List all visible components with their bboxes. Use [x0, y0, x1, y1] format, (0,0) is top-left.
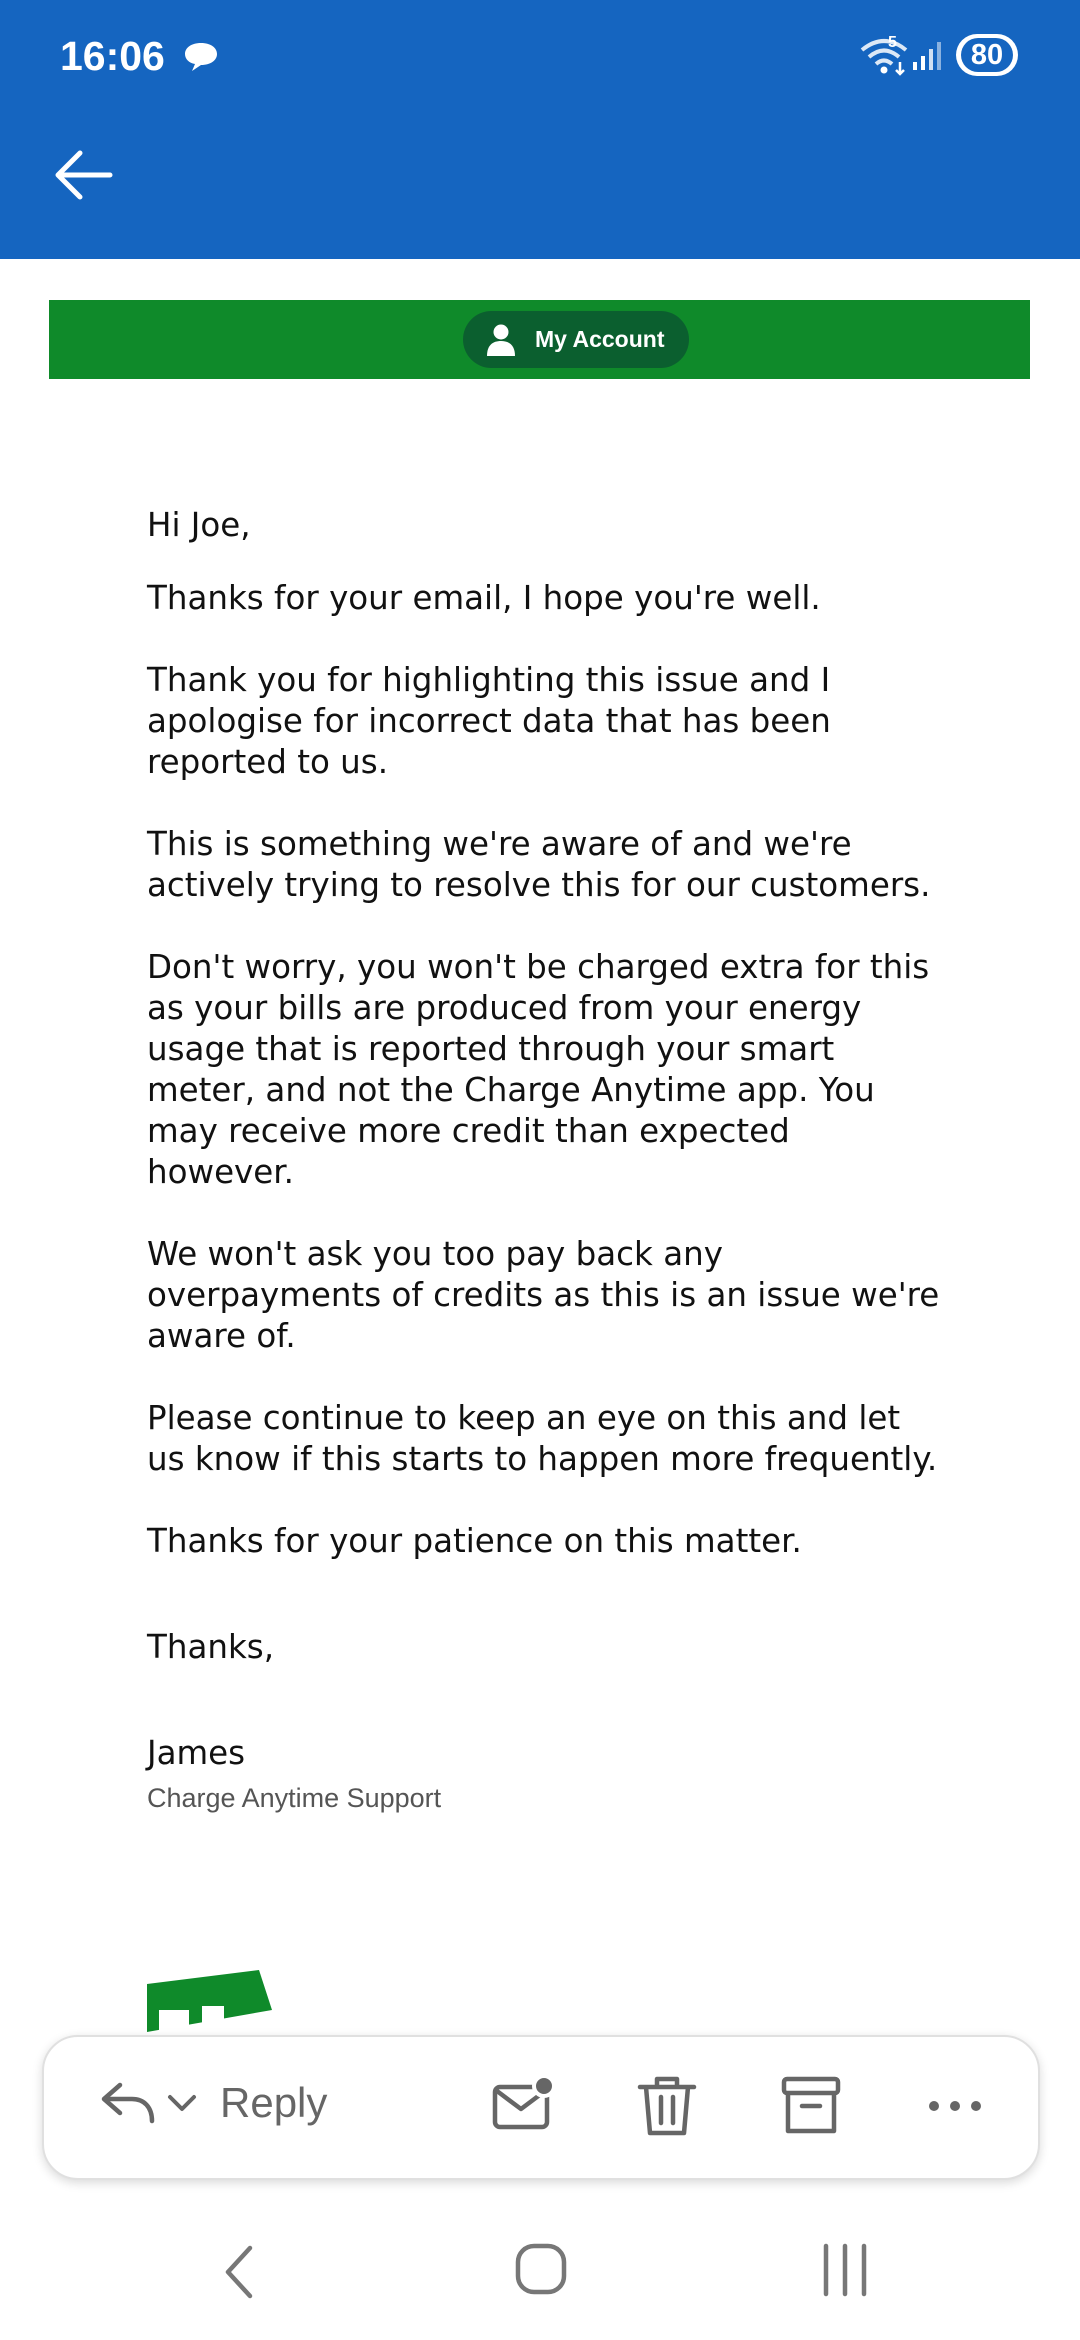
status-time: 16:06	[60, 33, 165, 79]
delete-icon[interactable]	[634, 2073, 700, 2139]
email-body	[147, 505, 947, 1816]
email-paragraph: Please continue to keep an eye on this and let us know if this starts to happen more frequently.	[147, 1399, 938, 1478]
email-paragraph: Thanks for your email, I hope you're well.	[147, 579, 821, 617]
battery-level: 80	[961, 38, 1013, 72]
reply-icon	[100, 2079, 156, 2127]
mark-unread-icon[interactable]	[490, 2073, 556, 2139]
signer-name: James	[147, 1734, 246, 1772]
email-greeting: Hi Joe,	[147, 506, 251, 544]
email-paragraph: Thanks for your patience on this matter.	[147, 1522, 802, 1560]
email-action-bar	[42, 2035, 1040, 2180]
email-paragraph: This is something we're aware of and we're actively trying to resolve this for our customers.	[147, 825, 931, 904]
nav-home-icon[interactable]	[514, 2242, 568, 2296]
reply-label: Reply	[220, 2079, 328, 2126]
email-paragraph: Don't worry, you won't be charged extra for this as your bills are produced from your energy usage that is reported through your smart meter, and not the Charge Anytime app. You may receive more credit than expected however.	[147, 948, 930, 1191]
email-paragraph: Thank you for highlighting this issue and I apologise for incorrect data that has been reported to us.	[147, 661, 831, 781]
archive-icon[interactable]	[778, 2073, 844, 2139]
top-app-bar	[0, 0, 1080, 259]
more-icon[interactable]	[922, 2073, 988, 2139]
wifi-badge: 5	[888, 34, 897, 51]
chevron-down-icon[interactable]	[166, 2092, 198, 2114]
system-nav-bar	[0, 2200, 1080, 2340]
arrow-left-icon[interactable]	[52, 145, 114, 205]
email-signoff: Thanks,	[147, 1628, 275, 1666]
nav-back-icon[interactable]	[220, 2242, 256, 2302]
signer-role: Charge Anytime Support	[147, 1783, 442, 1813]
company-logo	[147, 1970, 277, 2032]
signal-icon	[911, 40, 943, 72]
chat-notification-icon	[183, 40, 219, 74]
my-account-label: My Account	[535, 326, 665, 352]
person-icon	[485, 323, 517, 357]
email-paragraph: We won't ask you too pay back any overpayments of credits as this is an issue we're aware of.	[147, 1235, 940, 1355]
reply-button[interactable]	[100, 2079, 327, 2127]
battery-indicator	[956, 34, 1018, 76]
my-account-button[interactable]	[463, 311, 689, 368]
nav-recents-icon[interactable]	[820, 2242, 870, 2298]
wifi-icon	[858, 36, 910, 76]
